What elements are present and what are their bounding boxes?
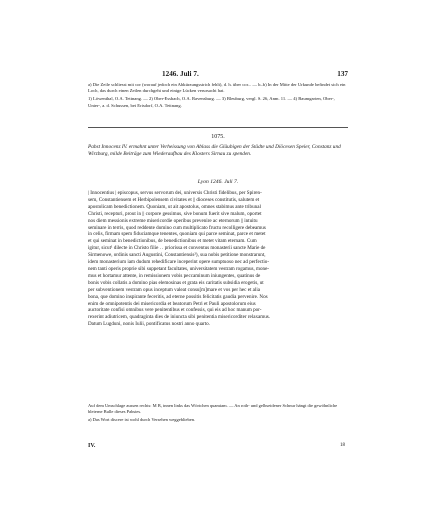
- body-line: bona, que domino inspirante feceritis, ad eterne possitis felicitatis gaudia pervenire. Nos: [88, 293, 268, 300]
- footnote-omission-note: a) Das Wort discere ist wohl durch Versehen weggeblieben.: [88, 417, 196, 423]
- section-divider: [88, 127, 348, 128]
- body-line: sem, Constantiensem et Herbipolensem civitates et || dioceses constitutis, salutem et: [88, 196, 260, 203]
- volume-signature: IV.: [88, 443, 96, 449]
- body-line: bonis vobis collatis a domino pias elemosinas et grata eis caritatis subsidia erogetis, ut: [88, 279, 264, 286]
- body-line: igitur, sicut¹ dilecte in Christo filie . . priorissa et conventus monasterii sancte Marie de: [88, 245, 266, 252]
- footnote-seal-note: Auf dem Umschlage aussen rechts: M B, innen links das Wörtchen quamiam. — An roth- und gelbseidener Schnur hängt die gewöhnliche bleierne Bulle dieses Pabstes.: [88, 403, 338, 415]
- body-line: idem monasterium iam dudum rehedificare inceperint opere sumptuoso nec ad perfectio-: [88, 259, 270, 266]
- footnote-text-variants: a) Die Zeile schliesst mit cor (worauf jedoch ein Abkürzungsstrich fehlt), d. h. über cor... — b–b) In der Mitte der Urkunde befindet sich ein Loch, das durch einen Zeilen durchgeht und einige Lücken verursacht hat.: [88, 82, 346, 94]
- footnote-place-names: 1) Löwenthal, O.A. Tettnang. — 2) Ober-Essbach, O.A. Ravensburg. — 3) Bleuburg, vergl. S. 26, Anm. 11. — 4) Baumgarten, Ober-, Unter-, a. d. Schussen, bei Erisdorf, O.A. Tettnang.: [88, 96, 335, 108]
- body-line: enim de omnipotentis dei misericordia et beatorum Petri et Pauli apostolorum eius: [88, 300, 256, 307]
- body-line: apostolicam benedictionem. Quoniam, ut ait apostolus, omnes stabimus ante tribunal: [88, 203, 261, 210]
- running-head: [88, 70, 348, 80]
- body-line: in celis, firmam spem fiduciamque tenentes, quoniam qui parce seminat, parce et metet: [88, 231, 266, 238]
- document-body: [88, 190, 348, 328]
- top-footnotes: [88, 82, 348, 111]
- body-line: mus et hortamur attente, in remissionem vobis peccaminum iniungentes, quatinus de: [88, 272, 261, 279]
- page-number: 137: [337, 70, 348, 78]
- body-line: Sirmenowe, ordinis sancti Augustini, Constantiensis²), sua nobis petitione monstrarunt,: [88, 252, 266, 259]
- document-number: 1075.: [211, 134, 225, 140]
- body-line: per subventionem vestram opus inceptum valeat consu[m]mare et vos per hec et alia: [88, 286, 260, 293]
- body-line: | Innocentius | episcopus, servus servorum dei, universis Christi fidelibus, per Spiren-: [88, 190, 262, 196]
- body-line: seminare in terris, quod reddente domino cum multiplicato fructu recolligere debeamus: [88, 224, 266, 231]
- body-line: et qui seminat in benedictionibus, de benedictionibus et metet vitam eternam. Cum: [88, 238, 257, 245]
- running-head-date: 1246. Juli 7.: [162, 70, 199, 78]
- body-line: auctoritate confisi omnibus vere penitentibus et confessis, qui eis ad hoc manum por-: [88, 307, 262, 314]
- body-line: nos diem messionis extreme misericordie operibus prevenire ac eternorum || intuitu: [88, 217, 258, 224]
- document-headline: Pabst Innocenz IV. ermahnt unter Verheissung von Ablass die Gläubigen der Städte und Diöcesen Speier, Constanz und Wirzburg, milde Beiträge zum Wiederaufbau des Klosters Sirnau zu spenden.: [88, 144, 341, 157]
- body-line: rexerint adiutricem, quadraginta dies de iniuncta sibi penitentia misericorditer relaxamus.: [88, 314, 271, 321]
- body-line: nem tanti operis proprie sibi suppetant facultates, universitatem vestram rogamus, mone-: [88, 265, 270, 272]
- body-line: Christi, recepturi, prout in || corpore gessimus, sive bonum fuerit sive malum, oportet: [88, 210, 262, 217]
- body-line: Datum Lugduni, nonis Iulii, pontificatus nostri anno quarto.: [88, 321, 210, 328]
- bottom-footnotes: [88, 403, 348, 426]
- document-place-date: Lyon 1246. Juli 7.: [197, 179, 239, 185]
- sheet-signature: 18: [340, 443, 345, 448]
